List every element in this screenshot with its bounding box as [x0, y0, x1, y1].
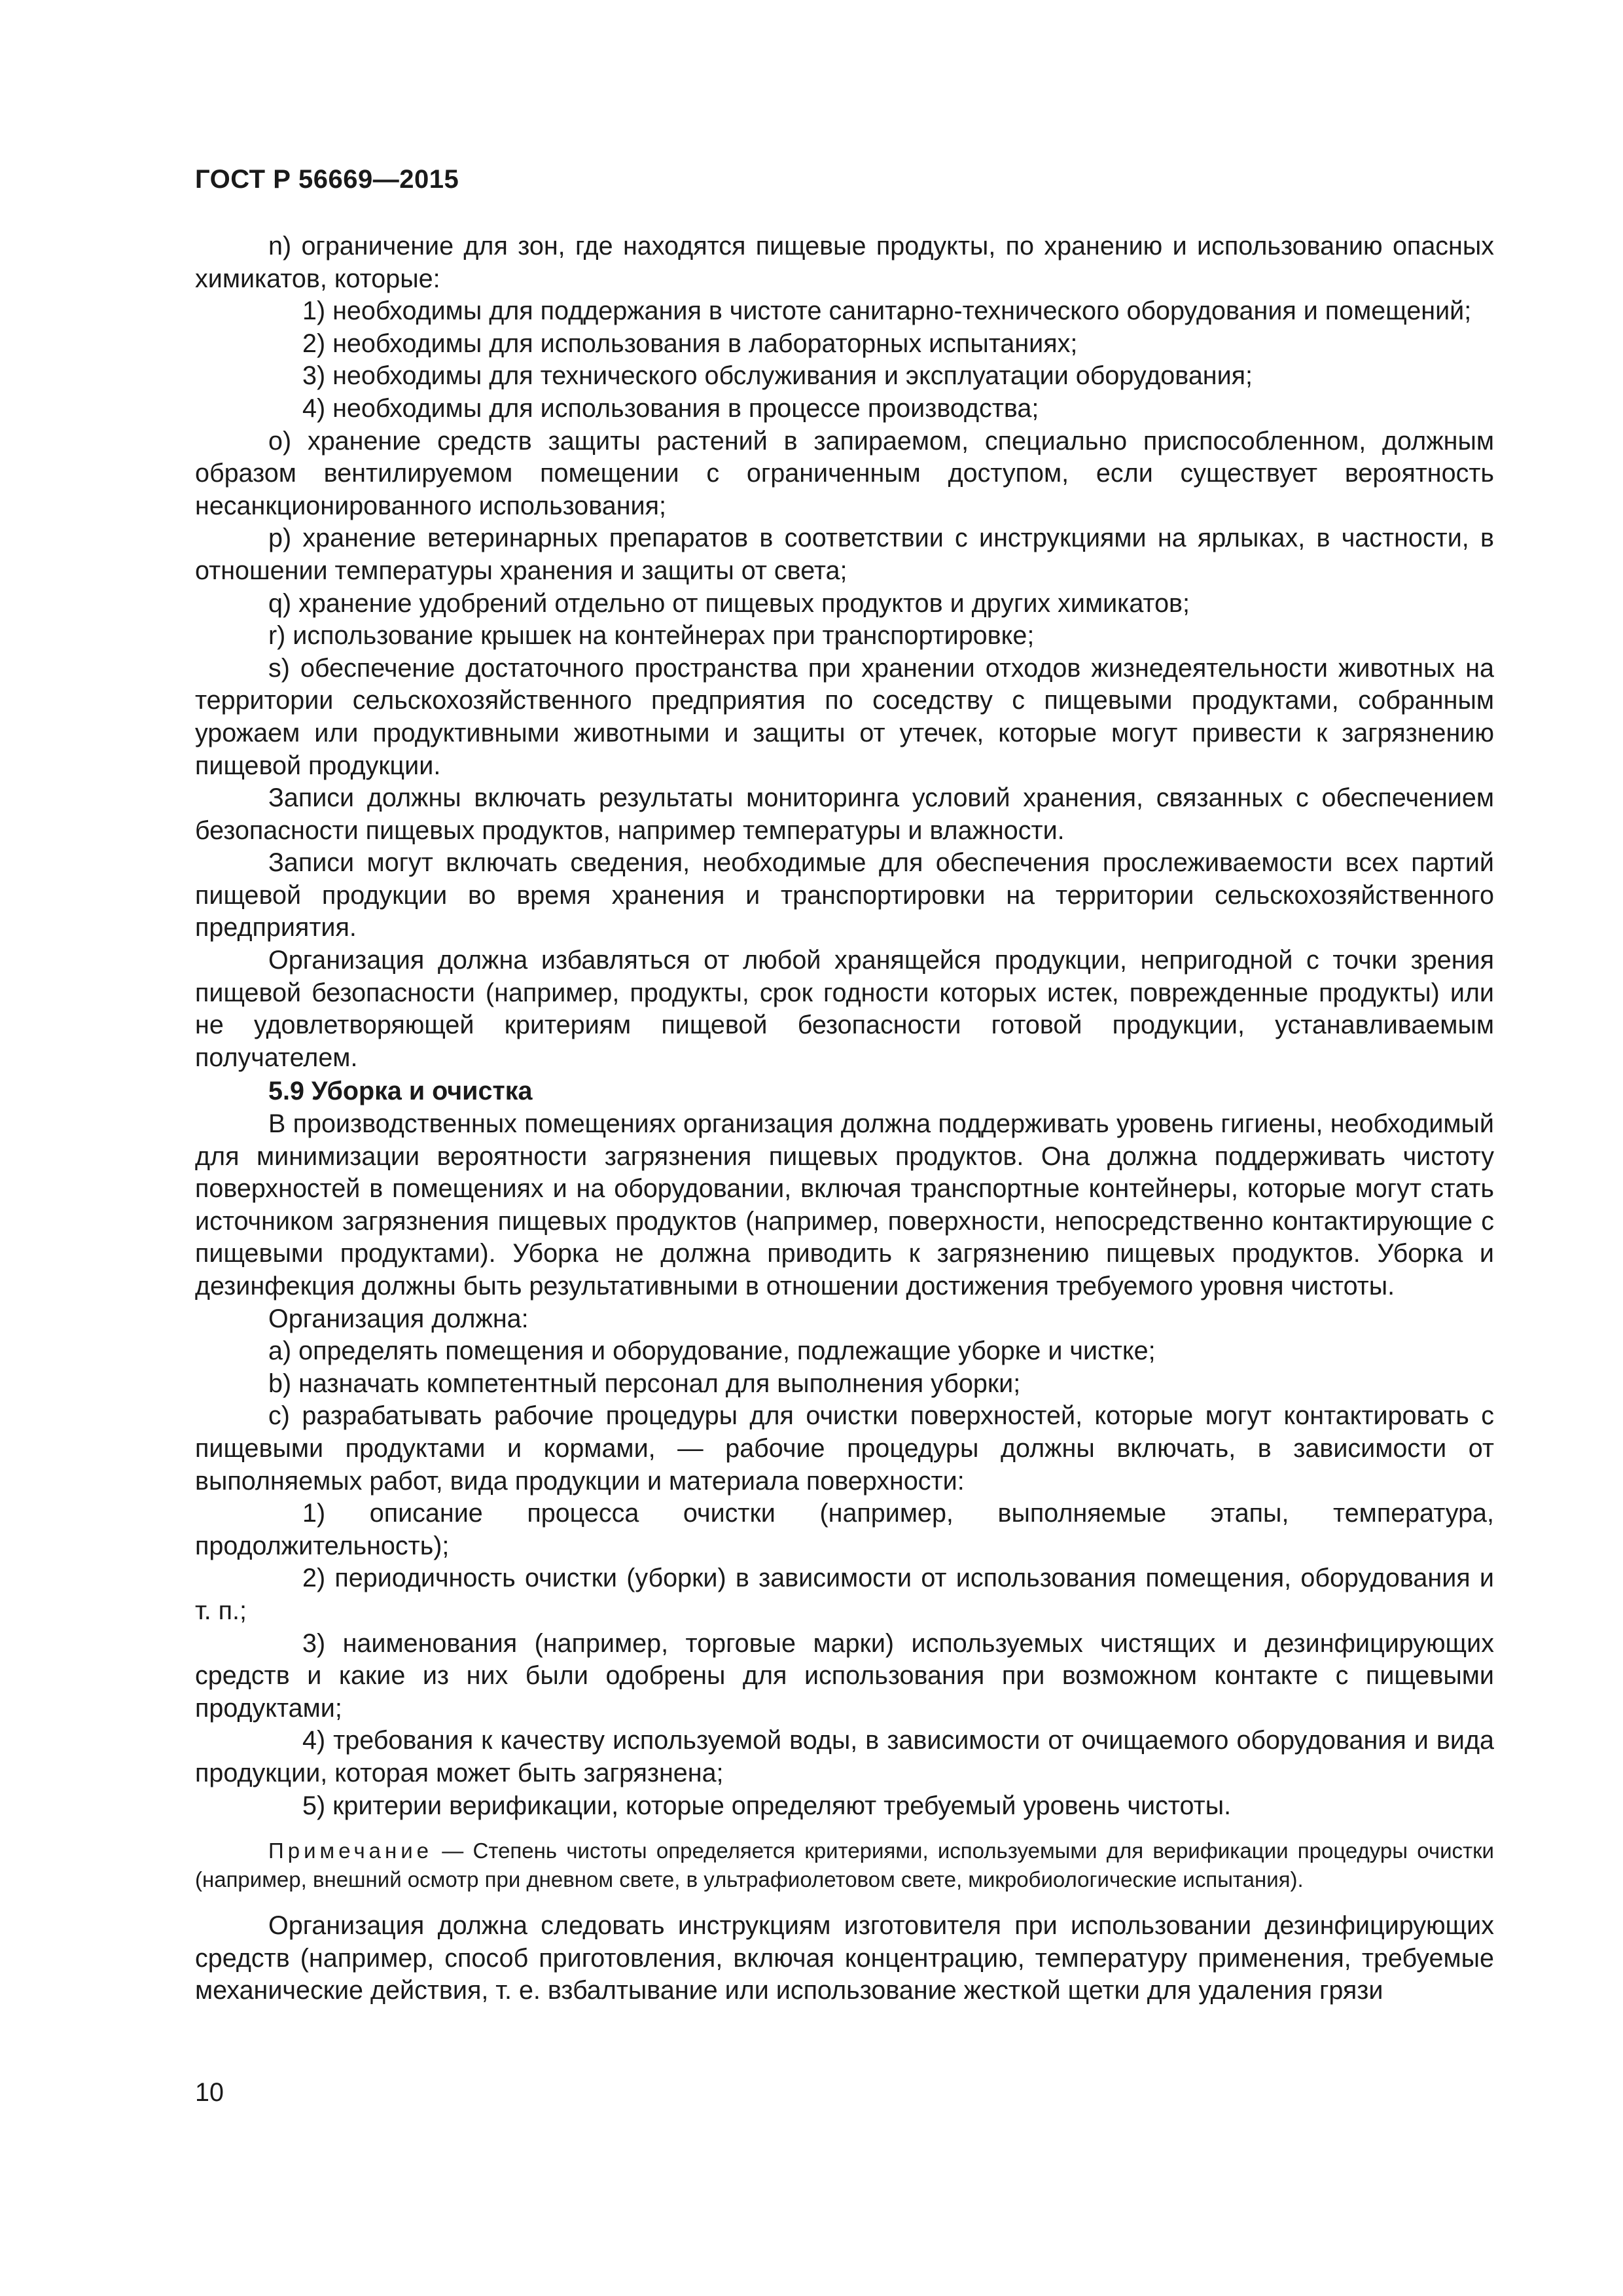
sub-item-c5: 5) критерии верификации, которые определяют требуемый уровень чистоты. — [302, 1791, 1232, 1820]
list-item-o: o) хранение средств защиты растений в запираемом, специально приспособленном, должным образом вентилируемом помещении с ограниченным доступом, если существует вероятность несанкционированного использования; — [195, 426, 1494, 520]
section-heading-5-9: 5.9 Уборка и очистка — [268, 1077, 533, 1106]
list-item-a: a) определять помещения и оборудование, подлежащие уборке и чистке; — [268, 1336, 1156, 1366]
list-item-r: r) использование крышек на контейнерах при транспортировке; — [268, 621, 1035, 651]
note-label: Примечание — [268, 1839, 433, 1863]
list-item-q: q) хранение удобрений отдельно от пищевых продуктов и других химикатов; — [268, 588, 1190, 618]
sub-item-n4: 4) необходимы для использования в процессе производства; — [302, 393, 1039, 423]
sub-item-c1: 1) описание процесса очистки (например, выполняемые этапы, температура, продолжительность); — [195, 1499, 1494, 1560]
records-paragraph-2: Записи могут включать сведения, необходимые для обеспечения прослеживаемости всех партий пищевой продукции во время хранения и транспортировки на территории сельскохозяйственного предприятия. — [195, 848, 1494, 942]
list-item-s: s) обеспечение достаточного пространства при хранении отходов жизнедеятельности животных на территории сельскохозяйственного предприятия по соседству с пищевыми продуктами, собранным урожаем или продуктивными животными и защиты от утечек, которые могут привести к загрязнению пищевой продукции. — [195, 653, 1494, 780]
organization-must-line: Организация должна: — [268, 1304, 529, 1333]
sub-item-c3: 3) наименования (например, торговые марки) используемых чистящих и дезинфицирующих средств и какие из них были одобрены для использования при возможном контакте с пищевыми продуктами; — [195, 1628, 1494, 1723]
list-item-p: p) хранение ветеринарных препаратов в соответствии с инструкциями на ярлыках, в частности, в отношении температуры хранения и защиты от света; — [195, 524, 1494, 585]
records-paragraph-1: Записи должны включать результаты мониторинга условий хранения, связанных с обеспечением безопасности пищевых продуктов, например температуры и влажности. — [195, 783, 1494, 845]
page-number: 10 — [195, 2078, 224, 2107]
sub-item-c4: 4) требования к качеству используемой воды, в зависимости от очищаемого оборудования и вида продукции, которая может быть загрязнена; — [195, 1726, 1494, 1787]
note-text: — Степень чистоты определяется критериями, используемыми для верификации процедуры очистки (например, внешний осмотр при дневном свете, в ультрафиолетовом свете, микробиологические испытания). — [195, 1839, 1494, 1892]
disposal-paragraph: Организация должна избавляться от любой хранящейся продукции, непригодной с точки зрения пищевой безопасности (например, продукты, срок годности которых истек, поврежденные продукты) или не удовлетворяющей критериям пищевой безопасности готовой продукции, устанавливаемым получателем. — [195, 946, 1494, 1072]
list-item-n: n) ограничение для зон, где находятся пищевые продукты, по хранению и использованию опасных химикатов, которые: — [195, 232, 1494, 293]
sub-item-n3: 3) необходимы для технического обслуживания и эксплуатации оборудования; — [302, 361, 1253, 391]
sub-item-n1: 1) необходимы для поддержания в чистоте санитарно-технического оборудования и помещений; — [302, 296, 1472, 326]
list-item-c: c) разрабатывать рабочие процедуры для очистки поверхностей, которые могут контактировать с пищевыми продуктами и кормами, — рабочие процедуры должны включать, в зависимости от выполняемых работ, вида продукции и материала поверхности: — [195, 1401, 1494, 1496]
list-item-b: b) назначать компетентный персонал для выполнения уборки; — [268, 1369, 1021, 1398]
instructions-paragraph: Организация должна следовать инструкциям изготовителя при использовании дезинфицирующих средств (например, способ приготовления, включая концентрацию, температуру применения, требуемые механические действия, т. е. взбалтывание или использование жесткой щетки для удаления грязи — [195, 1911, 1494, 2005]
note-paragraph — [195, 1837, 1494, 1894]
sub-item-n2: 2) необходимы для использования в лабораторных испытаниях; — [302, 329, 1078, 358]
hygiene-paragraph: В производственных помещениях организация должна поддерживать уровень гигиены, необходимый для минимизации вероятности загрязнения пищевых продуктов. Она должна поддерживать чистоту поверхностей в помещениях и на оборудовании, включая транспортные контейнеры, которые могут стать источником загрязнения пищевых продуктов (например, поверхности, непосредственно контактирующие с пищевыми продуктами). Уборка не должна приводить к загрязнению пищевых продуктов. Уборка и дезинфекция должны быть результативными в отношении достижения требуемого уровня чистоты. — [195, 1109, 1494, 1300]
standard-header: ГОСТ Р 56669—2015 — [195, 165, 459, 194]
sub-item-c2: 2) периодичность очистки (уборки) в зависимости от использования помещения, оборудования и т. п.; — [195, 1564, 1494, 1625]
page-content — [195, 230, 1494, 2007]
